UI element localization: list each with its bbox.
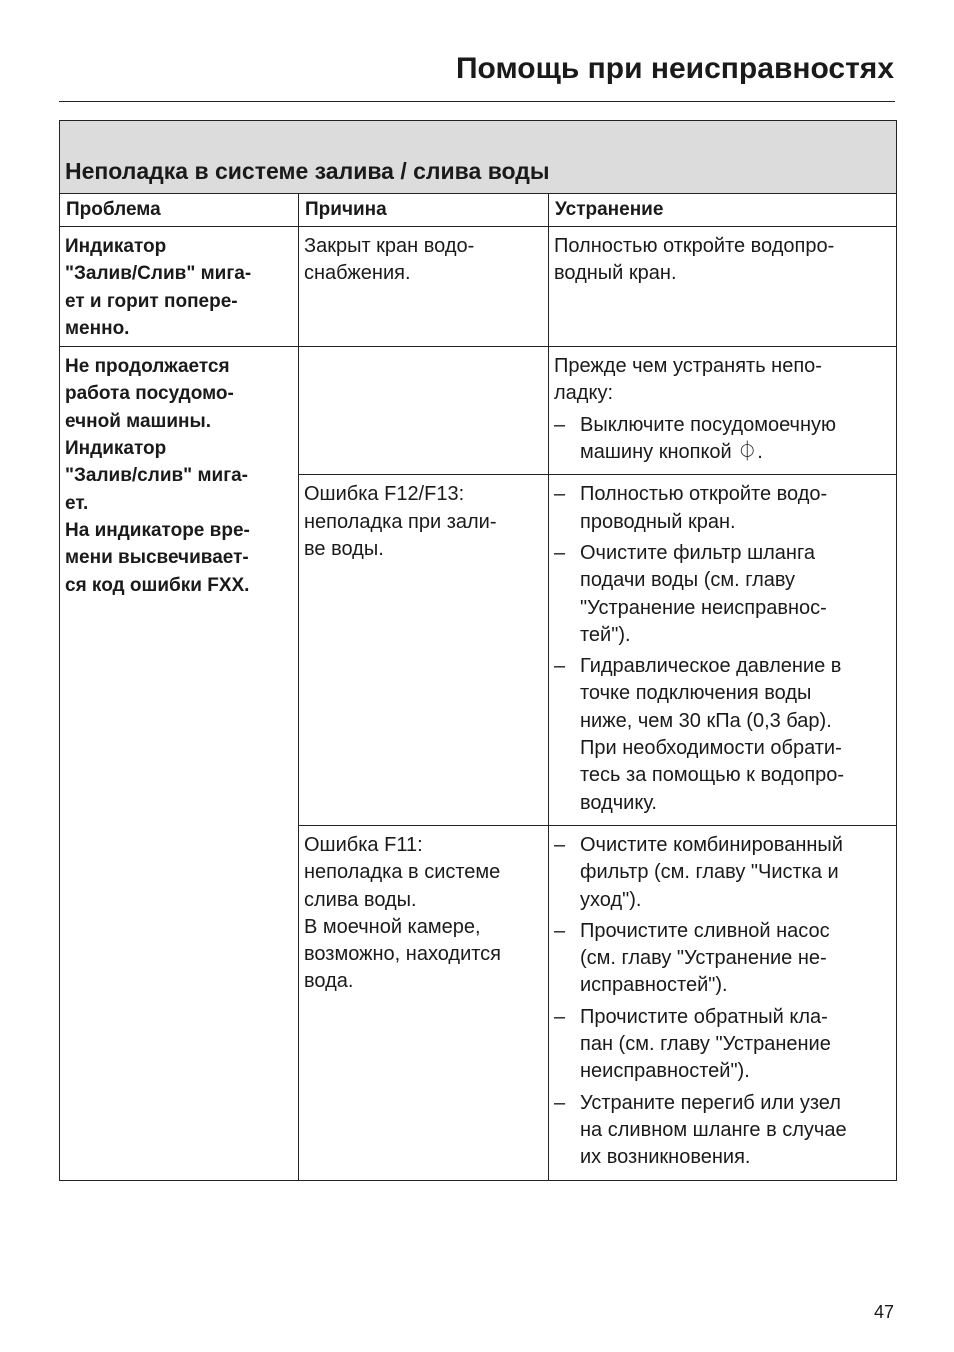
dash: –	[554, 1005, 566, 1028]
list-item	[554, 653, 891, 817]
list-item	[554, 918, 891, 1000]
item-text: Прочистите сливной насос (см. главу "Устранение не- исправностей").	[580, 919, 830, 997]
dash: –	[554, 483, 566, 506]
cause-cell: Ошибка F11: неполадка в системе слива воды. В моечной камере, возможно, находится вода.	[299, 825, 549, 1180]
dash: –	[554, 1091, 566, 1114]
problem-cell: Не продолжается работа посудомо- ечной машины. Индикатор "Залив/слив" мига- ет. На индикаторе вре- мени высвечивает- ся код ошибки FXX.	[60, 347, 299, 1180]
list-item	[554, 1004, 891, 1086]
item-text: Устраните перегиб или узел на сливном шланге в случае их возникновения.	[580, 1091, 847, 1169]
item-text: Прочистите обратный кла- пан (см. главу "Устранение неисправностей").	[580, 1005, 831, 1083]
cause-cell-empty	[299, 347, 549, 475]
item-text: Выключите посудомоечную машину кнопкой ⏀.	[580, 413, 837, 464]
cause-cell: Закрыт кран водо- снабжения.	[299, 227, 549, 347]
list-item	[554, 1090, 891, 1172]
column-header-problem: Проблема	[60, 194, 299, 227]
table-row	[60, 227, 897, 347]
column-header-cause: Причина	[299, 194, 549, 227]
remedy-cell	[549, 347, 897, 475]
header-rule	[59, 101, 895, 102]
page-number: 47	[873, 1302, 894, 1322]
remedy-cell: Полностью откройте водопро- водный кран.	[549, 227, 897, 347]
list-item	[554, 832, 891, 914]
item-text: Очистите комбинированный фильтр (см. главу "Чистка и уход").	[580, 833, 843, 911]
prep-intro: Прежде чем устранять непо- ладку:	[554, 355, 822, 405]
remedy-cell	[549, 825, 897, 1180]
cause-cell: Ошибка F12/F13: неполадка при зали- ве воды.	[299, 475, 549, 826]
remedy-cell	[549, 475, 897, 826]
dash: –	[554, 919, 566, 942]
section-title: Неполадка в системе залива / слива воды	[60, 121, 897, 194]
page-title: Помощь при неисправностях	[455, 52, 894, 85]
item-text: Полностью откройте водо- проводный кран.	[580, 483, 828, 533]
list-item	[554, 540, 891, 649]
list-item	[554, 481, 891, 536]
item-text: Гидравлическое давление в точке подключения воды ниже, чем 30 кПа (0,3 бар). При необходимости обрати- тесь за помощью к водопро- водчику.	[580, 655, 845, 814]
dash: –	[554, 655, 566, 678]
dash: –	[554, 541, 566, 564]
dash: –	[554, 413, 566, 436]
problem-cell: Индикатор "Залив/Слив" мига- ет и горит попере- менно.	[60, 227, 299, 347]
column-header-remedy: Устранение	[549, 194, 897, 227]
list-item	[554, 412, 891, 467]
item-text: Очистите фильтр шланга подачи воды (см. главу "Устранение неисправнос- тей").	[580, 541, 827, 646]
table-header-row	[60, 194, 897, 227]
dash: –	[554, 833, 566, 856]
table-row	[60, 347, 897, 475]
troubleshooting-table	[59, 120, 897, 1181]
